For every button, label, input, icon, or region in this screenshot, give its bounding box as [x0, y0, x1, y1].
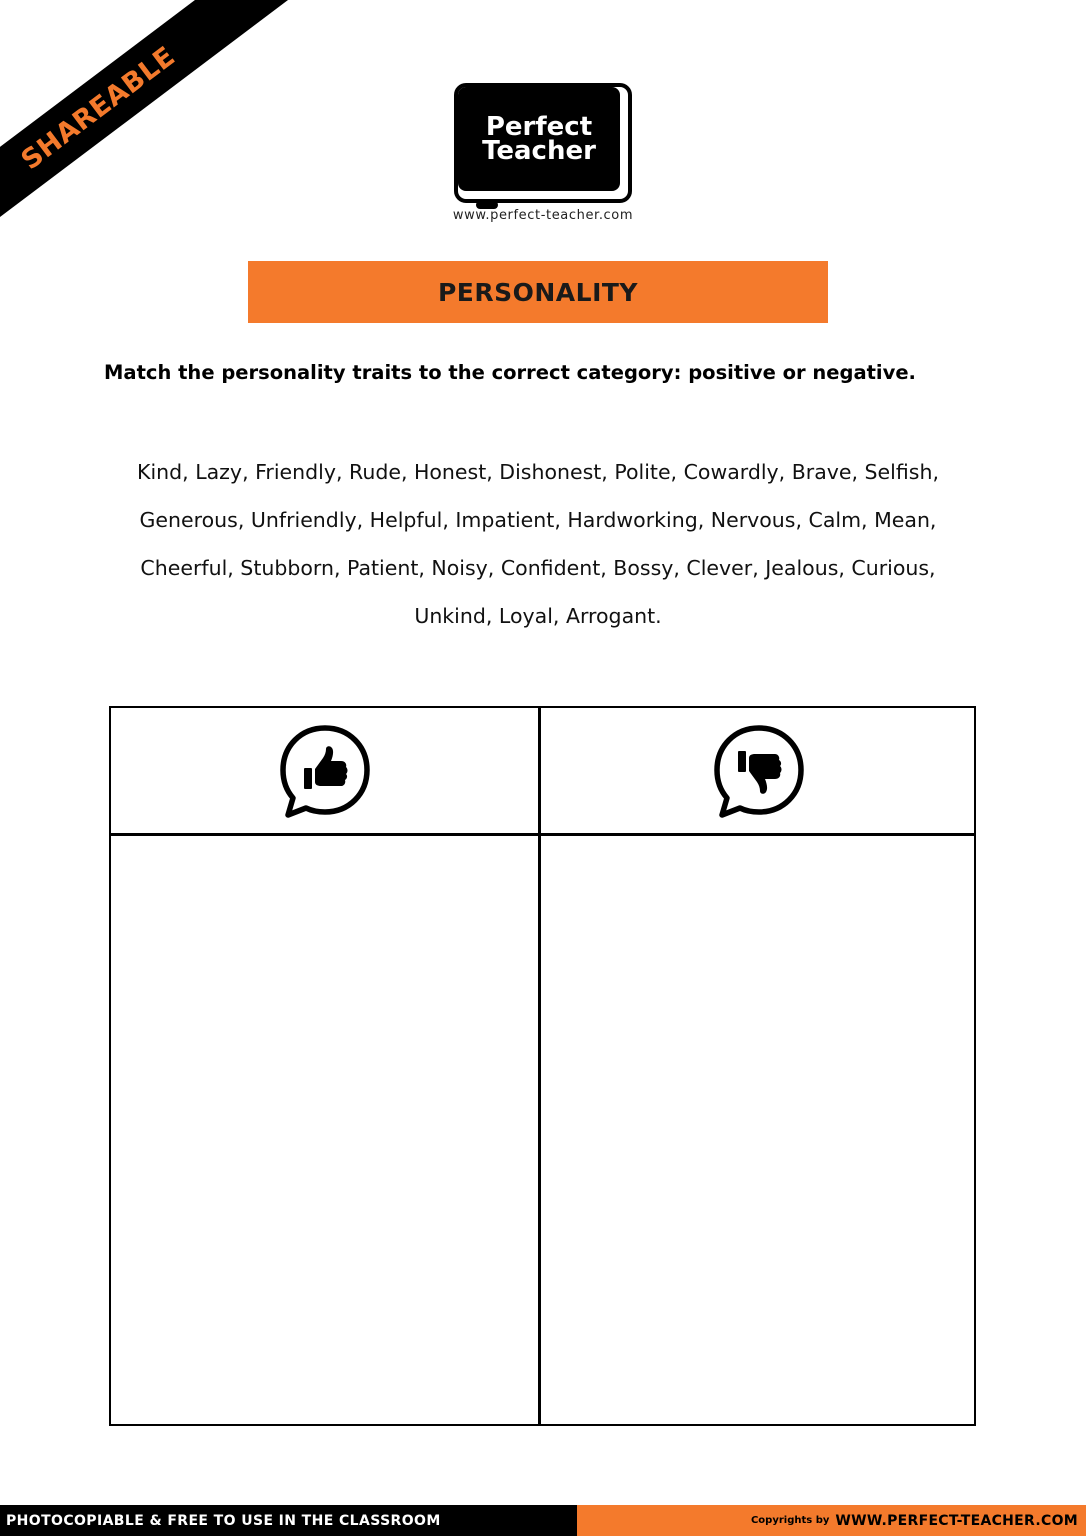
- page-title: PERSONALITY: [437, 277, 639, 307]
- word-bank-line: Generous, Unfriendly, Helpful, Impatient, Hardworking, Nervous, Calm, Mean,: [139, 508, 937, 532]
- sorting-table: [109, 706, 976, 1426]
- thumbs-down-speech-bubble-icon: [711, 723, 807, 819]
- word-bank-line: Kind, Lazy, Friendly, Rude, Honest, Dishonest, Polite, Cowardly, Brave, Selfish,: [137, 460, 939, 484]
- logo-line-1: Perfect: [485, 112, 593, 142]
- negative-header-cell: [541, 708, 976, 833]
- corner-ribbon: [0, 0, 290, 220]
- footer-copyright-label: Copyrights by: [750, 1515, 830, 1526]
- instruction-text: Match the personality traits to the correct category: positive or negative.: [104, 361, 916, 384]
- word-bank-line: Unkind, Loyal, Arrogant.: [414, 604, 662, 628]
- positive-header-cell: [111, 708, 538, 833]
- negative-answer-area[interactable]: [541, 836, 976, 1424]
- word-bank-line: Cheerful, Stubborn, Patient, Noisy, Confident, Bossy, Clever, Jealous, Curious,: [140, 556, 936, 580]
- perfect-teacher-logo: [454, 83, 632, 201]
- footer-right: [577, 1505, 1086, 1536]
- shareable-ribbon: [0, 0, 290, 220]
- logo-line-2: Teacher: [482, 136, 596, 166]
- logo-url: www.perfect-teacher.com: [452, 208, 634, 223]
- word-bank: [100, 448, 976, 640]
- thumbs-up-speech-bubble-icon: [277, 723, 373, 819]
- positive-answer-area[interactable]: [111, 836, 538, 1424]
- logo-screen: [458, 87, 620, 191]
- footer-website-link[interactable]: WWW.PERFECT-TEACHER.COM: [835, 1512, 1078, 1529]
- footer-left: [0, 1505, 577, 1536]
- title-banner: [248, 261, 828, 323]
- footer-photocopiable-text: PHOTOCOPIABLE & FREE TO USE IN THE CLASSROOM: [6, 1512, 441, 1529]
- ribbon-label: SHAREABLE: [15, 40, 181, 176]
